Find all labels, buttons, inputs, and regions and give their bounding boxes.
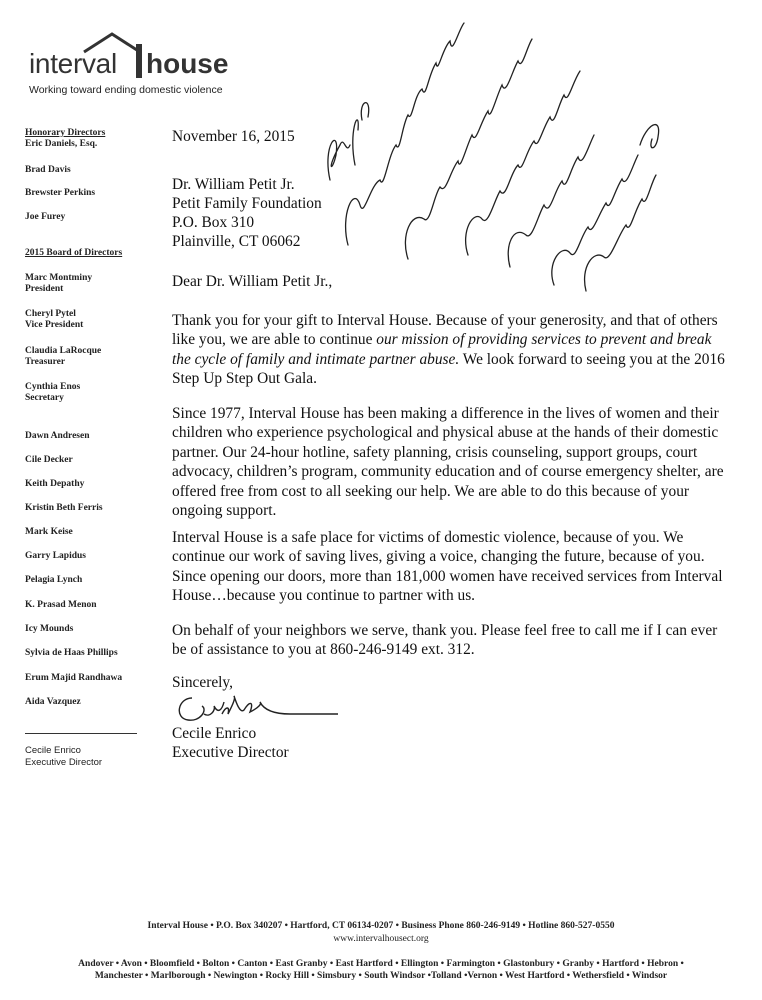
board-officer-name: Claudia LaRocque	[25, 346, 102, 356]
honorary-director: Brad Davis	[25, 165, 71, 175]
letter-closing: Sincerely,	[172, 674, 233, 691]
address-line: Petit Family Foundation	[172, 195, 322, 212]
board-member: Garry Lapidus	[25, 551, 86, 561]
sidebar-divider	[25, 733, 137, 734]
board-officer-name: Marc Montminy	[25, 273, 93, 283]
address-line: Plainville, CT 06062	[172, 233, 301, 250]
letter-paragraph-4: On behalf of your neighbors we serve, thank you. Please feel free to call me if I can ever be of assistance to you at 860-246-9149 ext. 312.	[172, 622, 718, 659]
handwritten-note	[300, 5, 670, 295]
footer-towns-1: Andover • Avon • Bloomfield • Bolton • Canton • East Granby • East Hartford • Ellington • Farmington • Glastonbury • Granby • Hartford • Hebron •	[78, 959, 684, 969]
board-member: Keith Depathy	[25, 479, 85, 489]
address-line: Dr. William Petit Jr.	[172, 176, 295, 193]
sidebar-signer-name: Cecile Enrico	[25, 745, 81, 756]
board-officer-name: Cynthia Enos	[25, 382, 81, 392]
honorary-director: Joe Furey	[25, 212, 66, 222]
signer-name: Cecile Enrico	[172, 725, 257, 742]
signer-title: Executive Director	[172, 744, 289, 761]
board-officer-name: Cheryl Pytel	[25, 309, 76, 319]
honorary-director: Brewster Perkins	[25, 188, 96, 198]
board-officer-role: Vice President	[25, 320, 84, 330]
footer-website: www.intervalhousect.org	[333, 934, 429, 944]
board-heading: 2015 Board of Directors	[25, 248, 123, 258]
logo-word-house: house	[146, 48, 229, 79]
board-member: Cile Decker	[25, 455, 73, 465]
letter-paragraph-1: Thank you for your gift to Interval House. Because of your generosity, and that of others like you, we are able to continue our mission of providing services to prevent and break the cycle of family and intimate partner abuse. We look forward to seeing you at the 2016 Step Up Step Out Gala.	[172, 312, 725, 388]
letter-paragraph-3: Interval House is a safe place for victims of domestic violence, because of you. We continue our work of saving lives, giving a voice, changing the future, because of you. Since opening our doors, more than 181,000 women have received services from Interval House…because you continue to partner with us.	[172, 529, 723, 605]
logo-divider	[136, 44, 142, 78]
board-member: Icy Mounds	[25, 624, 74, 634]
footer-contact: Interval House • P.O. Box 340207 • Hartford, CT 06134-0207 • Business Phone 860-246-9149 • Hotline 860-527-0550	[147, 921, 615, 931]
letter-salutation: Dear Dr. William Petit Jr.,	[172, 273, 333, 290]
letter-paragraph-2: Since 1977, Interval House has been making a difference in the lives of women and their children who experience psychological and physical abuse at the hands of their domestic partner. Our 24-hour hotline, safety planning, crisis counseling, support groups, court advocacy, children’s program, community education and of course emergency shelter, are offered free from cost to all seeking our help. We are able to do this because of your ongoing support.	[172, 405, 724, 520]
board-member: Mark Keise	[25, 527, 73, 537]
sidebar-signer-title: Executive Director	[25, 757, 103, 768]
signature	[170, 688, 340, 728]
mission-statement: our mission of providing services to prevent and break the cycle of family and intimate partner abuse.	[172, 331, 712, 368]
footer-towns-2: Manchester • Marlborough • Newington • Rocky Hill • Simsbury • South Windsor •Tolland •Vernon • West Hartford • Wethersfield • Windsor	[94, 971, 668, 981]
board-officer-role: President	[25, 284, 64, 294]
honorary-director: Eric Daniels, Esq.	[25, 139, 98, 149]
board-member: Pelagia Lynch	[25, 575, 83, 585]
logo-tagline: Working toward ending domestic violence	[29, 84, 223, 96]
board-member: Aida Vazquez	[25, 697, 81, 707]
board-officer-role: Secretary	[25, 393, 64, 403]
address-line: P.O. Box 310	[172, 214, 255, 231]
honorary-directors-heading: Honorary Directors	[25, 128, 106, 138]
board-member: Dawn Andresen	[25, 431, 90, 441]
logo-word-interval: interval	[29, 48, 117, 79]
board-officer-role: Treasurer	[25, 357, 66, 367]
board-member: Sylvia de Haas Phillips	[25, 648, 118, 658]
board-member: Kristin Beth Ferris	[25, 503, 103, 513]
board-member: K. Prasad Menon	[25, 600, 97, 610]
letter-date: November 16, 2015	[172, 128, 295, 145]
board-member: Erum Majid Randhawa	[25, 673, 123, 683]
